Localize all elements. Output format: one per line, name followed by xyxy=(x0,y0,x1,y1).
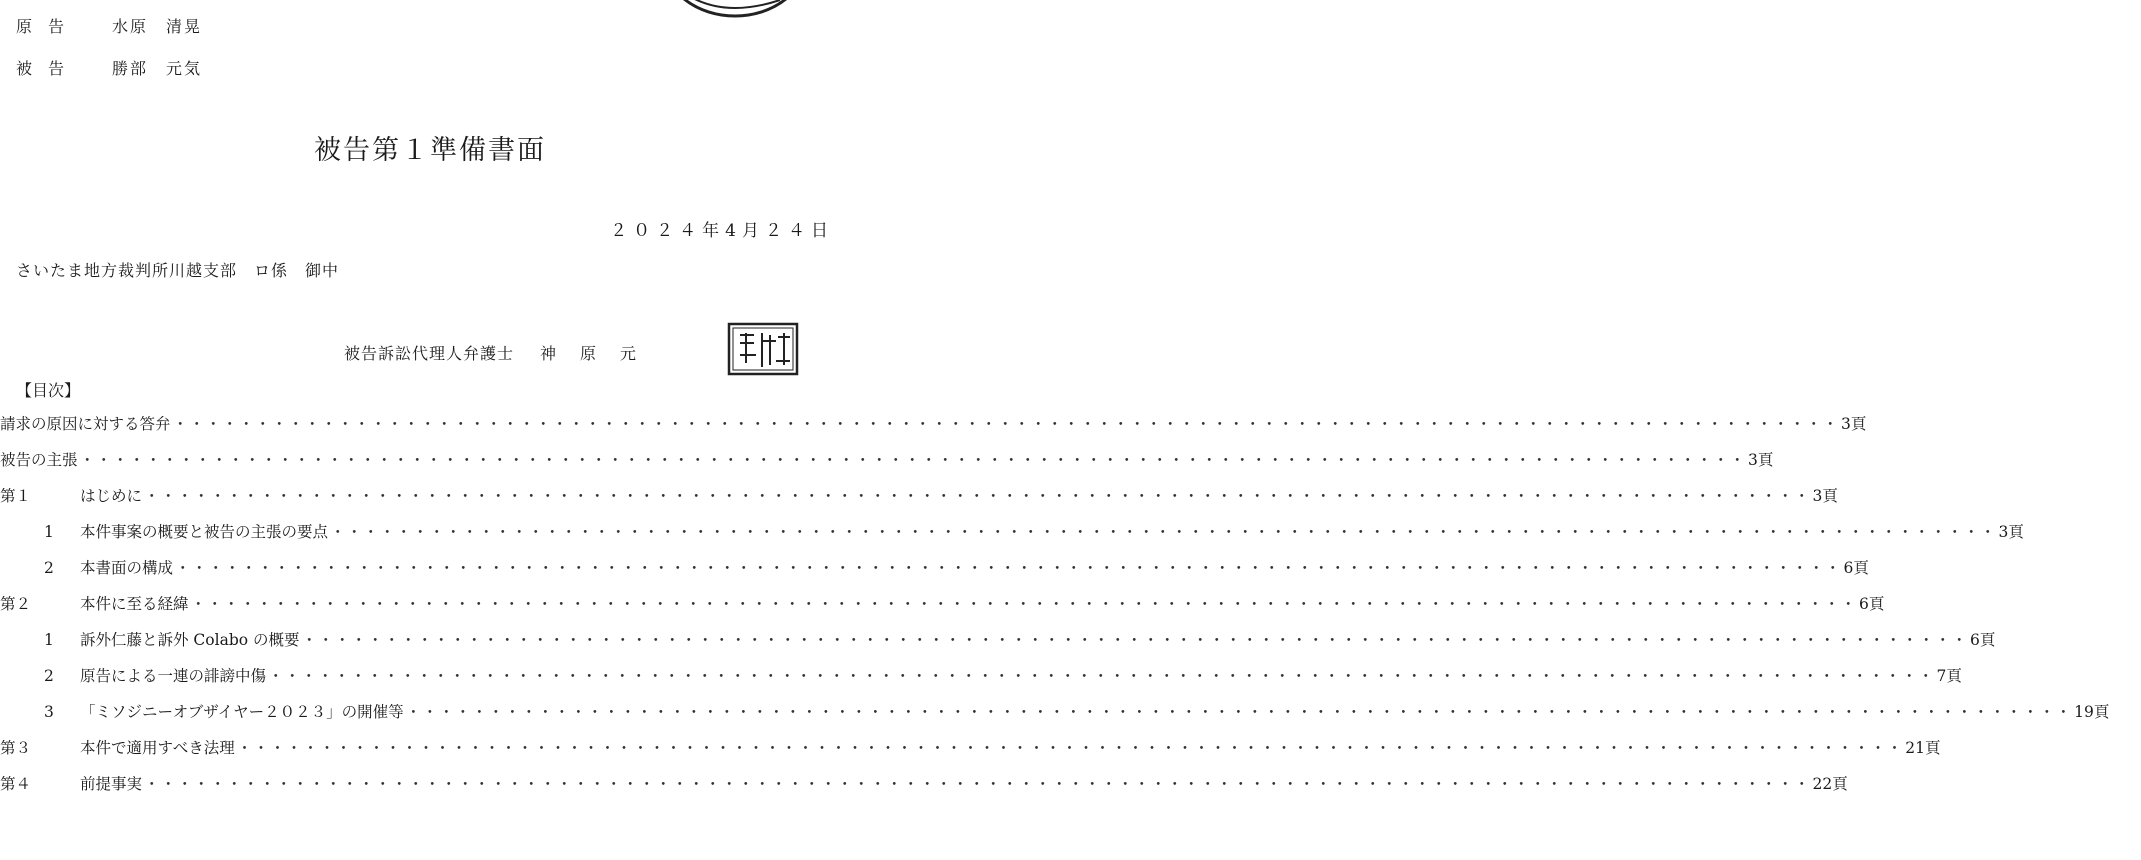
toc-entry xyxy=(0,412,1867,448)
toc-dot-leader: ・・・・・・・・・・・・・・・・・・・・・・・・・・・・・・・・・・・・・・・・・・・・・・・・・・・・・・・・・・・・・・・・・・・・・・・・・・・・・・・・・・・・・・・・・・・・・・・・・・・・・ xyxy=(405,703,2073,721)
defendant-row xyxy=(16,56,202,79)
court-addressee: さいたま地方裁判所川越支部 ロ係 御中 xyxy=(16,261,340,280)
attorney-name: 神原 xyxy=(540,344,621,363)
document-title: 被告第１準備書面 xyxy=(314,135,546,166)
toc-entry-title: 「ミソジニーオブザイヤー２０２３」の開催等 xyxy=(80,703,404,721)
toc-entry-number: 1 xyxy=(44,631,54,649)
toc-entry-number: 第１ xyxy=(0,487,32,505)
toc-entry-title: はじめに xyxy=(80,487,143,505)
toc-entry-number: 3 xyxy=(44,703,54,721)
toc-dot-leader: ・・・・・・・・・・・・・・・・・・・・・・・・・・・・・・・・・・・・・・・・・・・・・・・・・・・・・・・・・・・・・・・・・・・・・・・・・・・・・・・・・・・・・・・・・・・・・・・・・・・・・ xyxy=(190,595,1858,613)
attorney-line xyxy=(344,341,660,364)
toc-entry-page: 6頁 xyxy=(1859,595,1885,613)
toc-dot-leader: ・・・・・・・・・・・・・・・・・・・・・・・・・・・・・・・・・・・・・・・・・・・・・・・・・・・・・・・・・・・・・・・・・・・・・・・・・・・・・・・・・・・・・・・・・・・・・・・・・・・・・ xyxy=(144,487,1811,505)
toc-entry-page: 3頁 xyxy=(1998,523,2024,541)
toc-entry-page: 3頁 xyxy=(1841,415,1867,433)
toc-entry-page: 21頁 xyxy=(1905,739,1941,757)
toc-dot-leader: ・・・・・・・・・・・・・・・・・・・・・・・・・・・・・・・・・・・・・・・・・・・・・・・・・・・・・・・・・・・・・・・・・・・・・・・・・・・・・・・・・・・・・・・・・・・・・・・・・・・・・ xyxy=(144,775,1811,793)
toc-entry xyxy=(0,448,1774,484)
toc-entry-page: 3頁 xyxy=(1812,487,1838,505)
round-seal-stamp xyxy=(660,0,810,22)
toc-entry-title: 原告による一連の誹謗中傷 xyxy=(80,667,267,685)
toc-entry-title: 前提事実 xyxy=(80,775,143,793)
toc-heading: 【目次】 xyxy=(16,381,81,400)
toc-entry-title: 訴外仁藤と訴外 Colabo の概要 xyxy=(80,631,300,649)
toc-dot-leader: ・・・・・・・・・・・・・・・・・・・・・・・・・・・・・・・・・・・・・・・・・・・・・・・・・・・・・・・・・・・・・・・・・・・・・・・・・・・・・・・・・・・・・・・・・・・・・・・・・・・・・ xyxy=(79,451,1747,469)
toc-entry xyxy=(0,592,1885,628)
toc-entry-title: 請求の原因に対する答弁 xyxy=(0,415,171,433)
plaintiff-row xyxy=(16,14,202,37)
toc-entry-title: 本書面の構成 xyxy=(80,559,174,577)
toc-entry-number: 2 xyxy=(44,667,54,685)
plaintiff-name: 水原 清晃 xyxy=(112,17,203,36)
toc-entry xyxy=(0,628,1996,664)
toc-entry xyxy=(0,664,1962,700)
toc-entry-page: 7頁 xyxy=(1936,667,1962,685)
toc-entry xyxy=(0,736,1941,772)
toc-dot-leader: ・・・・・・・・・・・・・・・・・・・・・・・・・・・・・・・・・・・・・・・・・・・・・・・・・・・・・・・・・・・・・・・・・・・・・・・・・・・・・・・・・・・・・・・・・・・・・・・・・・・・・ xyxy=(172,415,1840,433)
toc-entry-page: 6頁 xyxy=(1843,559,1869,577)
attorney-name-partial: 元 xyxy=(620,344,661,363)
toc-entry-number: 第３ xyxy=(0,739,32,757)
defendant-name: 勝部 元気 xyxy=(112,59,203,78)
toc-dot-leader: ・・・・・・・・・・・・・・・・・・・・・・・・・・・・・・・・・・・・・・・・・・・・・・・・・・・・・・・・・・・・・・・・・・・・・・・・・・・・・・・・・・・・・・・・・・・・・・・・・・・・・ xyxy=(175,559,1842,577)
defendant-role: 被告 xyxy=(16,59,81,78)
toc-dot-leader: ・・・・・・・・・・・・・・・・・・・・・・・・・・・・・・・・・・・・・・・・・・・・・・・・・・・・・・・・・・・・・・・・・・・・・・・・・・・・・・・・・・・・・・・・・・・・・・・・・・・・・ xyxy=(330,523,1997,541)
plaintiff-role: 原告 xyxy=(16,17,81,36)
toc-entry-page: 3頁 xyxy=(1748,451,1774,469)
toc-entry xyxy=(0,772,1848,808)
toc-entry xyxy=(0,484,1838,520)
toc-entry-page: 19頁 xyxy=(2074,703,2110,721)
toc-entry-number: 第２ xyxy=(0,595,32,613)
toc-entry-number: 1 xyxy=(44,523,54,541)
attorney-label: 被告訴訟代理人弁護士 xyxy=(344,344,515,363)
toc-entry-title: 本件に至る経緯 xyxy=(80,595,189,613)
document-date: ２０２４年4月２４日 xyxy=(610,221,834,241)
table-of-contents xyxy=(0,412,2110,808)
toc-entry xyxy=(0,556,1869,592)
toc-dot-leader: ・・・・・・・・・・・・・・・・・・・・・・・・・・・・・・・・・・・・・・・・・・・・・・・・・・・・・・・・・・・・・・・・・・・・・・・・・・・・・・・・・・・・・・・・・・・・・・・・・・・・・ xyxy=(236,739,1904,757)
toc-dot-leader: ・・・・・・・・・・・・・・・・・・・・・・・・・・・・・・・・・・・・・・・・・・・・・・・・・・・・・・・・・・・・・・・・・・・・・・・・・・・・・・・・・・・・・・・・・・・・・・・・・・・・・ xyxy=(268,667,1935,685)
toc-entry-number: 2 xyxy=(44,559,54,577)
toc-entry-page: 6頁 xyxy=(1970,631,1996,649)
square-seal-stamp xyxy=(726,321,800,377)
toc-entry-number: 第４ xyxy=(0,775,32,793)
toc-entry-title: 被告の主張 xyxy=(0,451,78,469)
toc-entry-title: 本件事案の概要と被告の主張の要点 xyxy=(80,523,329,541)
toc-entry-title: 本件で適用すべき法理 xyxy=(80,739,235,757)
toc-entry xyxy=(0,700,2110,736)
toc-entry xyxy=(0,520,2024,556)
toc-dot-leader: ・・・・・・・・・・・・・・・・・・・・・・・・・・・・・・・・・・・・・・・・・・・・・・・・・・・・・・・・・・・・・・・・・・・・・・・・・・・・・・・・・・・・・・・・・・・・・・・・・・・・・ xyxy=(301,631,1969,649)
toc-entry-page: 22頁 xyxy=(1812,775,1848,793)
